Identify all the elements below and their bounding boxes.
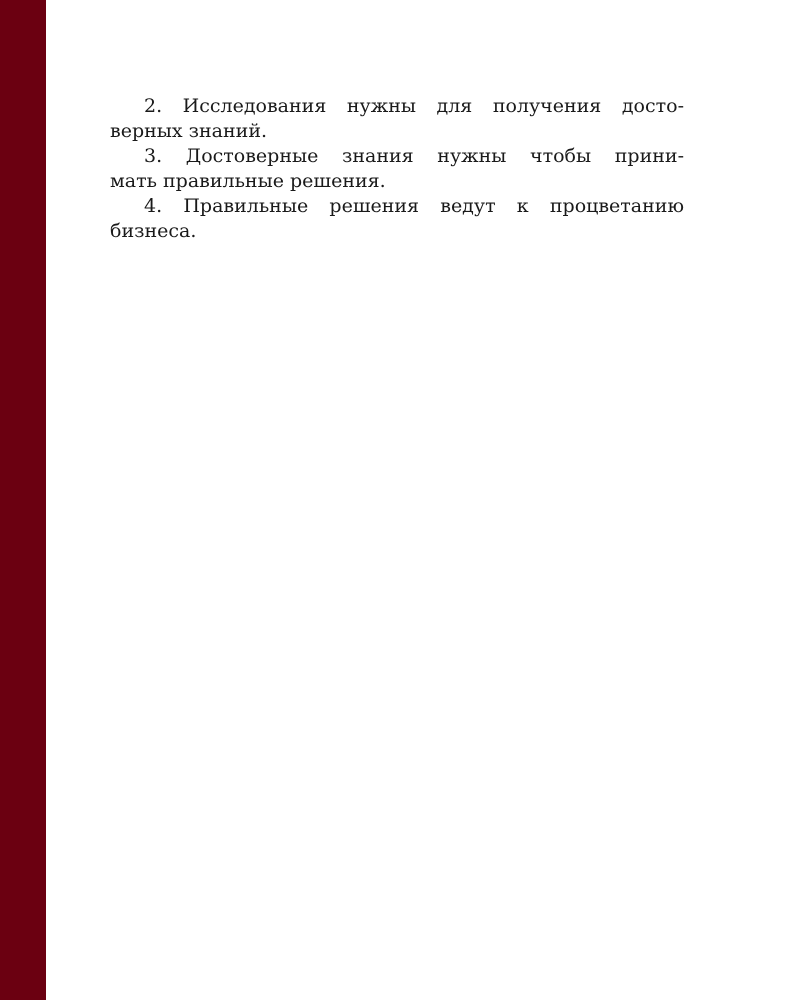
paragraph-line: 3. Достоверные знания нужны чтобы прини-	[144, 145, 684, 167]
paragraph-4	[110, 194, 684, 244]
paragraph-3	[110, 144, 684, 194]
text-block	[110, 94, 684, 244]
paragraph-2	[110, 94, 684, 144]
paragraph-line: 4. Правильные решения ведут к процветанию	[144, 195, 684, 217]
paragraph-line: мать правильные решения.	[110, 170, 386, 192]
paragraph-line: 2. Исследования нужны для получения досто-	[144, 95, 684, 117]
side-color-band	[0, 0, 46, 1000]
paragraph-line: верных знаний.	[110, 120, 268, 142]
paragraph-line: бизнеса.	[110, 220, 197, 242]
